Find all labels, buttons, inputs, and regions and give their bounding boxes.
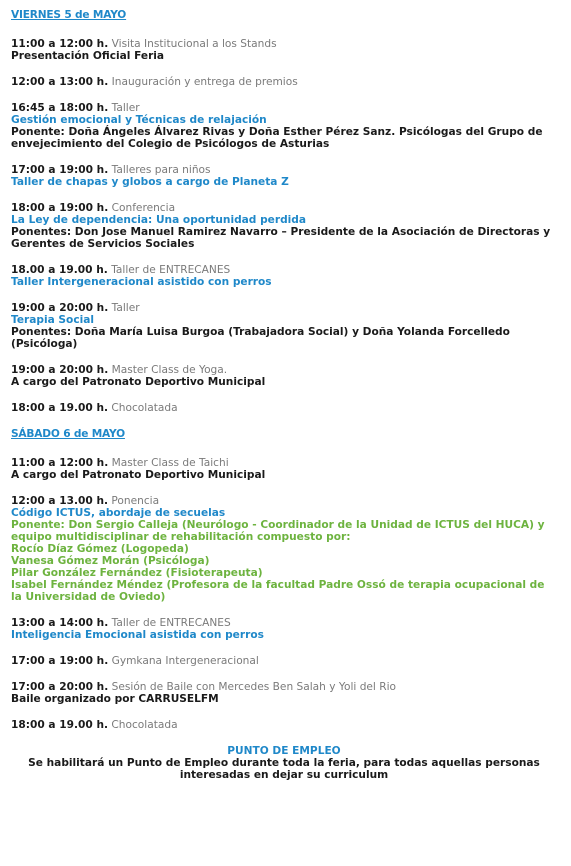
event-time: 18:00 a 19:00 h. <box>11 202 109 214</box>
event-item <box>11 457 557 481</box>
event-detail: Rocío Díaz Gómez (Logopeda) <box>11 543 189 555</box>
event-header <box>11 202 557 214</box>
event-header <box>11 364 557 376</box>
event-header <box>11 402 557 414</box>
event-header <box>11 164 557 176</box>
event-time: 12:00 a 13:00 h. <box>11 76 109 88</box>
event-header <box>11 681 557 693</box>
event-detail: Código ICTUS, abordaje de secuelas <box>11 507 226 519</box>
event-time: 11:00 a 12:00 h. <box>11 38 109 50</box>
event-header <box>11 76 557 88</box>
employment-point-notice <box>11 745 557 781</box>
event-type: Taller <box>111 102 140 114</box>
event-item <box>11 164 557 188</box>
event-detail: A cargo del Patronato Deportivo Municipal <box>11 469 266 481</box>
event-detail: Presentación Oficial Feria <box>11 50 165 62</box>
event-item <box>11 655 557 667</box>
event-detail: Isabel Fernández Méndez (Profesora de la facultad Padre Ossó de terapia ocupacional de la Universidad de Oviedo) <box>11 579 545 603</box>
event-item <box>11 495 557 603</box>
event-header <box>11 102 557 114</box>
event-type: Chocolatada <box>111 402 178 414</box>
day-heading: VIERNES 5 de MAYO <box>11 9 127 21</box>
event-item <box>11 76 557 88</box>
event-header <box>11 655 557 667</box>
event-type: Taller de ENTRECANES <box>111 617 231 629</box>
event-detail: Ponente: Doña Ángeles Álvarez Rivas y Doña Esther Pérez Sanz. Psicólogas del Grupo de envejecimiento del Colegio de Psicólogos de Asturias <box>11 126 543 150</box>
event-type: Chocolatada <box>111 719 178 731</box>
event-time: 17:00 a 20:00 h. <box>11 681 109 693</box>
event-type: Ponencia <box>111 495 160 507</box>
event-detail: La Ley de dependencia: Una oportunidad perdida <box>11 214 307 226</box>
footer-text: Se habilitará un Punto de Empleo durante toda la feria, para todas aquellas personas interesadas en dejar su curriculum <box>28 757 540 781</box>
event-time: 18:00 a 19.00 h. <box>11 402 109 414</box>
event-type: Taller <box>111 302 140 314</box>
event-detail: Ponentes: Don Jose Manuel Ramirez Navarro – Presidente de la Asociación de Directoras y Gerentes de Servicios Sociales <box>11 226 551 250</box>
event-time: 13:00 a 14:00 h. <box>11 617 109 629</box>
event-detail: Terapia Social <box>11 314 95 326</box>
event-detail: Gestión emocional y Técnicas de relajación <box>11 114 267 126</box>
event-detail: Inteligencia Emocional asistida con perros <box>11 629 264 641</box>
event-header <box>11 302 557 314</box>
event-time: 17:00 a 19:00 h. <box>11 655 109 667</box>
event-type: Talleres para niños <box>111 164 211 176</box>
event-item <box>11 617 557 641</box>
event-type: Taller de ENTRECANES <box>111 264 231 276</box>
event-type: Master Class de Taichi <box>111 457 229 469</box>
event-time: 19:00 a 20:00 h. <box>11 302 109 314</box>
event-detail: Ponentes: Doña María Luisa Burgoa (Trabajadora Social) y Doña Yolanda Forcelledo (Psicóloga) <box>11 326 510 350</box>
event-type: Gymkana Intergeneracional <box>111 655 259 667</box>
event-detail: Baile organizado por CARRUSELFM <box>11 693 219 705</box>
event-header <box>11 719 557 731</box>
event-detail: Ponente: Don Sergio Calleja (Neurólogo - Coordinador de la Unidad de ICTUS del HUCA) y equipo multidisciplinar de rehabilitación compuesto por: <box>11 519 545 543</box>
event-detail: Vanesa Gómez Morán (Psicóloga) <box>11 555 210 567</box>
event-header <box>11 495 557 507</box>
event-time: 17:00 a 19:00 h. <box>11 164 109 176</box>
event-time: 18:00 a 19.00 h. <box>11 719 109 731</box>
event-time: 12:00 a 13.00 h. <box>11 495 109 507</box>
event-item <box>11 38 557 62</box>
event-time: 18.00 a 19.00 h. <box>11 264 108 276</box>
event-item <box>11 302 557 350</box>
event-type: Conferencia <box>111 202 176 214</box>
event-type: Master Class de Yoga. <box>111 364 228 376</box>
event-time: 11:00 a 12:00 h. <box>11 457 109 469</box>
day-heading: SÁBADO 6 de MAYO <box>11 428 125 440</box>
event-detail: Taller de chapas y globos a cargo de Planeta Z <box>11 176 289 188</box>
footer-title: PUNTO DE EMPLEO <box>227 745 341 757</box>
event-header <box>11 264 557 276</box>
event-detail: Taller Intergeneracional asistido con perros <box>11 276 272 288</box>
event-header <box>11 38 557 50</box>
event-type: Visita Institucional a los Stands <box>111 38 277 50</box>
event-detail: A cargo del Patronato Deportivo Municipal <box>11 376 266 388</box>
event-type: Inauguración y entrega de premios <box>111 76 298 88</box>
event-item <box>11 719 557 731</box>
event-time: 19:00 a 20:00 h. <box>11 364 109 376</box>
event-item <box>11 264 557 288</box>
event-item <box>11 681 557 705</box>
event-item <box>11 202 557 250</box>
event-header <box>11 617 557 629</box>
event-item <box>11 364 557 388</box>
event-item <box>11 402 557 414</box>
event-item <box>11 102 557 150</box>
event-header <box>11 457 557 469</box>
event-type: Sesión de Baile con Mercedes Ben Salah y Yoli del Rio <box>111 681 397 693</box>
event-detail: Pilar González Fernández (Fisioterapeuta) <box>11 567 263 579</box>
event-time: 16:45 a 18:00 h. <box>11 102 109 114</box>
